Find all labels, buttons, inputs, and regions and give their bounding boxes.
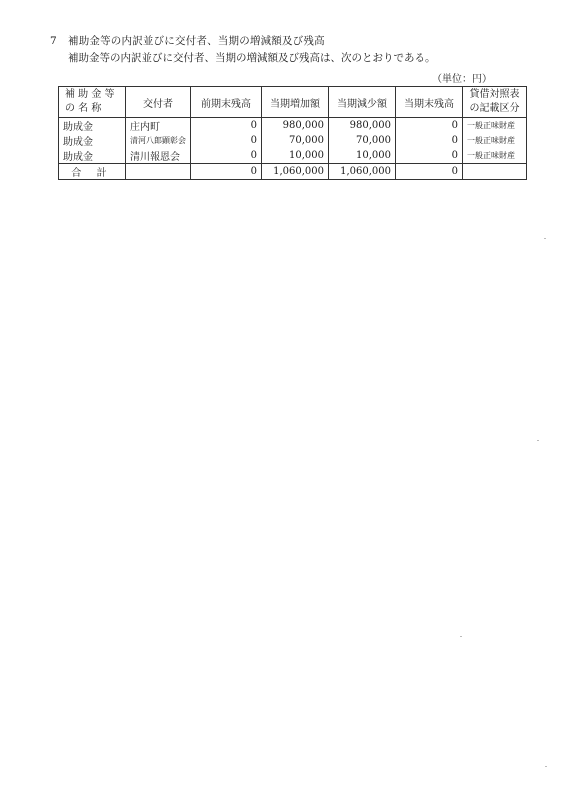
cell-increase: 10,000 bbox=[262, 148, 329, 164]
cell-prev-balance: 0 bbox=[191, 148, 262, 164]
scan-speck bbox=[545, 766, 547, 767]
table-row bbox=[59, 118, 527, 134]
cell-category: 一般正味財産 bbox=[463, 148, 527, 164]
cell-subsidy-name: 助成金 bbox=[59, 118, 126, 134]
cell-subsidy-name: 助成金 bbox=[59, 133, 126, 148]
header-subsidy-name bbox=[59, 87, 126, 118]
table-total-row bbox=[59, 164, 527, 180]
cell-end-balance: 0 bbox=[396, 118, 463, 134]
cell-category: 一般正味財産 bbox=[463, 133, 527, 148]
header-prev-balance: 前期末残高 bbox=[191, 87, 262, 118]
header-increase: 当期増加額 bbox=[262, 87, 329, 118]
cell-total-label: 合 計 bbox=[59, 164, 126, 180]
scan-speck bbox=[537, 440, 539, 441]
cell-end-balance: 0 bbox=[396, 133, 463, 148]
cell-total-category bbox=[463, 164, 527, 180]
scan-speck bbox=[460, 636, 462, 637]
cell-decrease: 980,000 bbox=[329, 118, 396, 134]
unit-label: （単位：円） bbox=[432, 74, 492, 85]
cell-end-balance: 0 bbox=[396, 148, 463, 164]
cell-subsidy-name: 助成金 bbox=[59, 148, 126, 164]
subsidy-table bbox=[58, 86, 527, 180]
scan-speck bbox=[544, 238, 546, 239]
header-subsidy-name-line1: 補 助 金 等 bbox=[65, 89, 115, 100]
cell-total-prev-balance: 0 bbox=[191, 164, 262, 180]
cell-grantor: 清河八郎顕彰会 bbox=[126, 133, 191, 148]
table-row bbox=[59, 148, 527, 164]
cell-total-decrease: 1,060,000 bbox=[329, 164, 396, 180]
header-category-line2: の記載区分 bbox=[469, 103, 520, 114]
header-decrease: 当期減少額 bbox=[329, 87, 396, 118]
section-number: 7 bbox=[50, 35, 57, 47]
header-end-balance: 当期末残高 bbox=[396, 87, 463, 118]
header-category bbox=[463, 87, 527, 118]
header-subsidy-name-line2: の 名 称 bbox=[65, 103, 102, 114]
cell-prev-balance: 0 bbox=[191, 118, 262, 134]
cell-increase: 980,000 bbox=[262, 118, 329, 134]
section-heading bbox=[50, 33, 325, 48]
table-row bbox=[59, 133, 527, 148]
header-grantor: 交付者 bbox=[126, 87, 191, 118]
cell-prev-balance: 0 bbox=[191, 133, 262, 148]
cell-grantor: 庄内町 bbox=[126, 118, 191, 134]
cell-total-increase: 1,060,000 bbox=[262, 164, 329, 180]
section-title: 補助金等の内訳並びに交付者、当期の増減額及び残高 bbox=[68, 35, 325, 47]
cell-category: 一般正味財産 bbox=[463, 118, 527, 134]
cell-decrease: 10,000 bbox=[329, 148, 396, 164]
section-description: 補助金等の内訳並びに交付者、当期の増減額及び残高は、次のとおりである。 bbox=[68, 52, 436, 64]
header-category-line1: 貸借対照表 bbox=[469, 89, 520, 100]
cell-decrease: 70,000 bbox=[329, 133, 396, 148]
table-header-row bbox=[59, 87, 527, 118]
cell-increase: 70,000 bbox=[262, 133, 329, 148]
cell-total-end-balance: 0 bbox=[396, 164, 463, 180]
cell-total-grantor bbox=[126, 164, 191, 180]
cell-grantor: 清川報恩会 bbox=[126, 148, 191, 164]
